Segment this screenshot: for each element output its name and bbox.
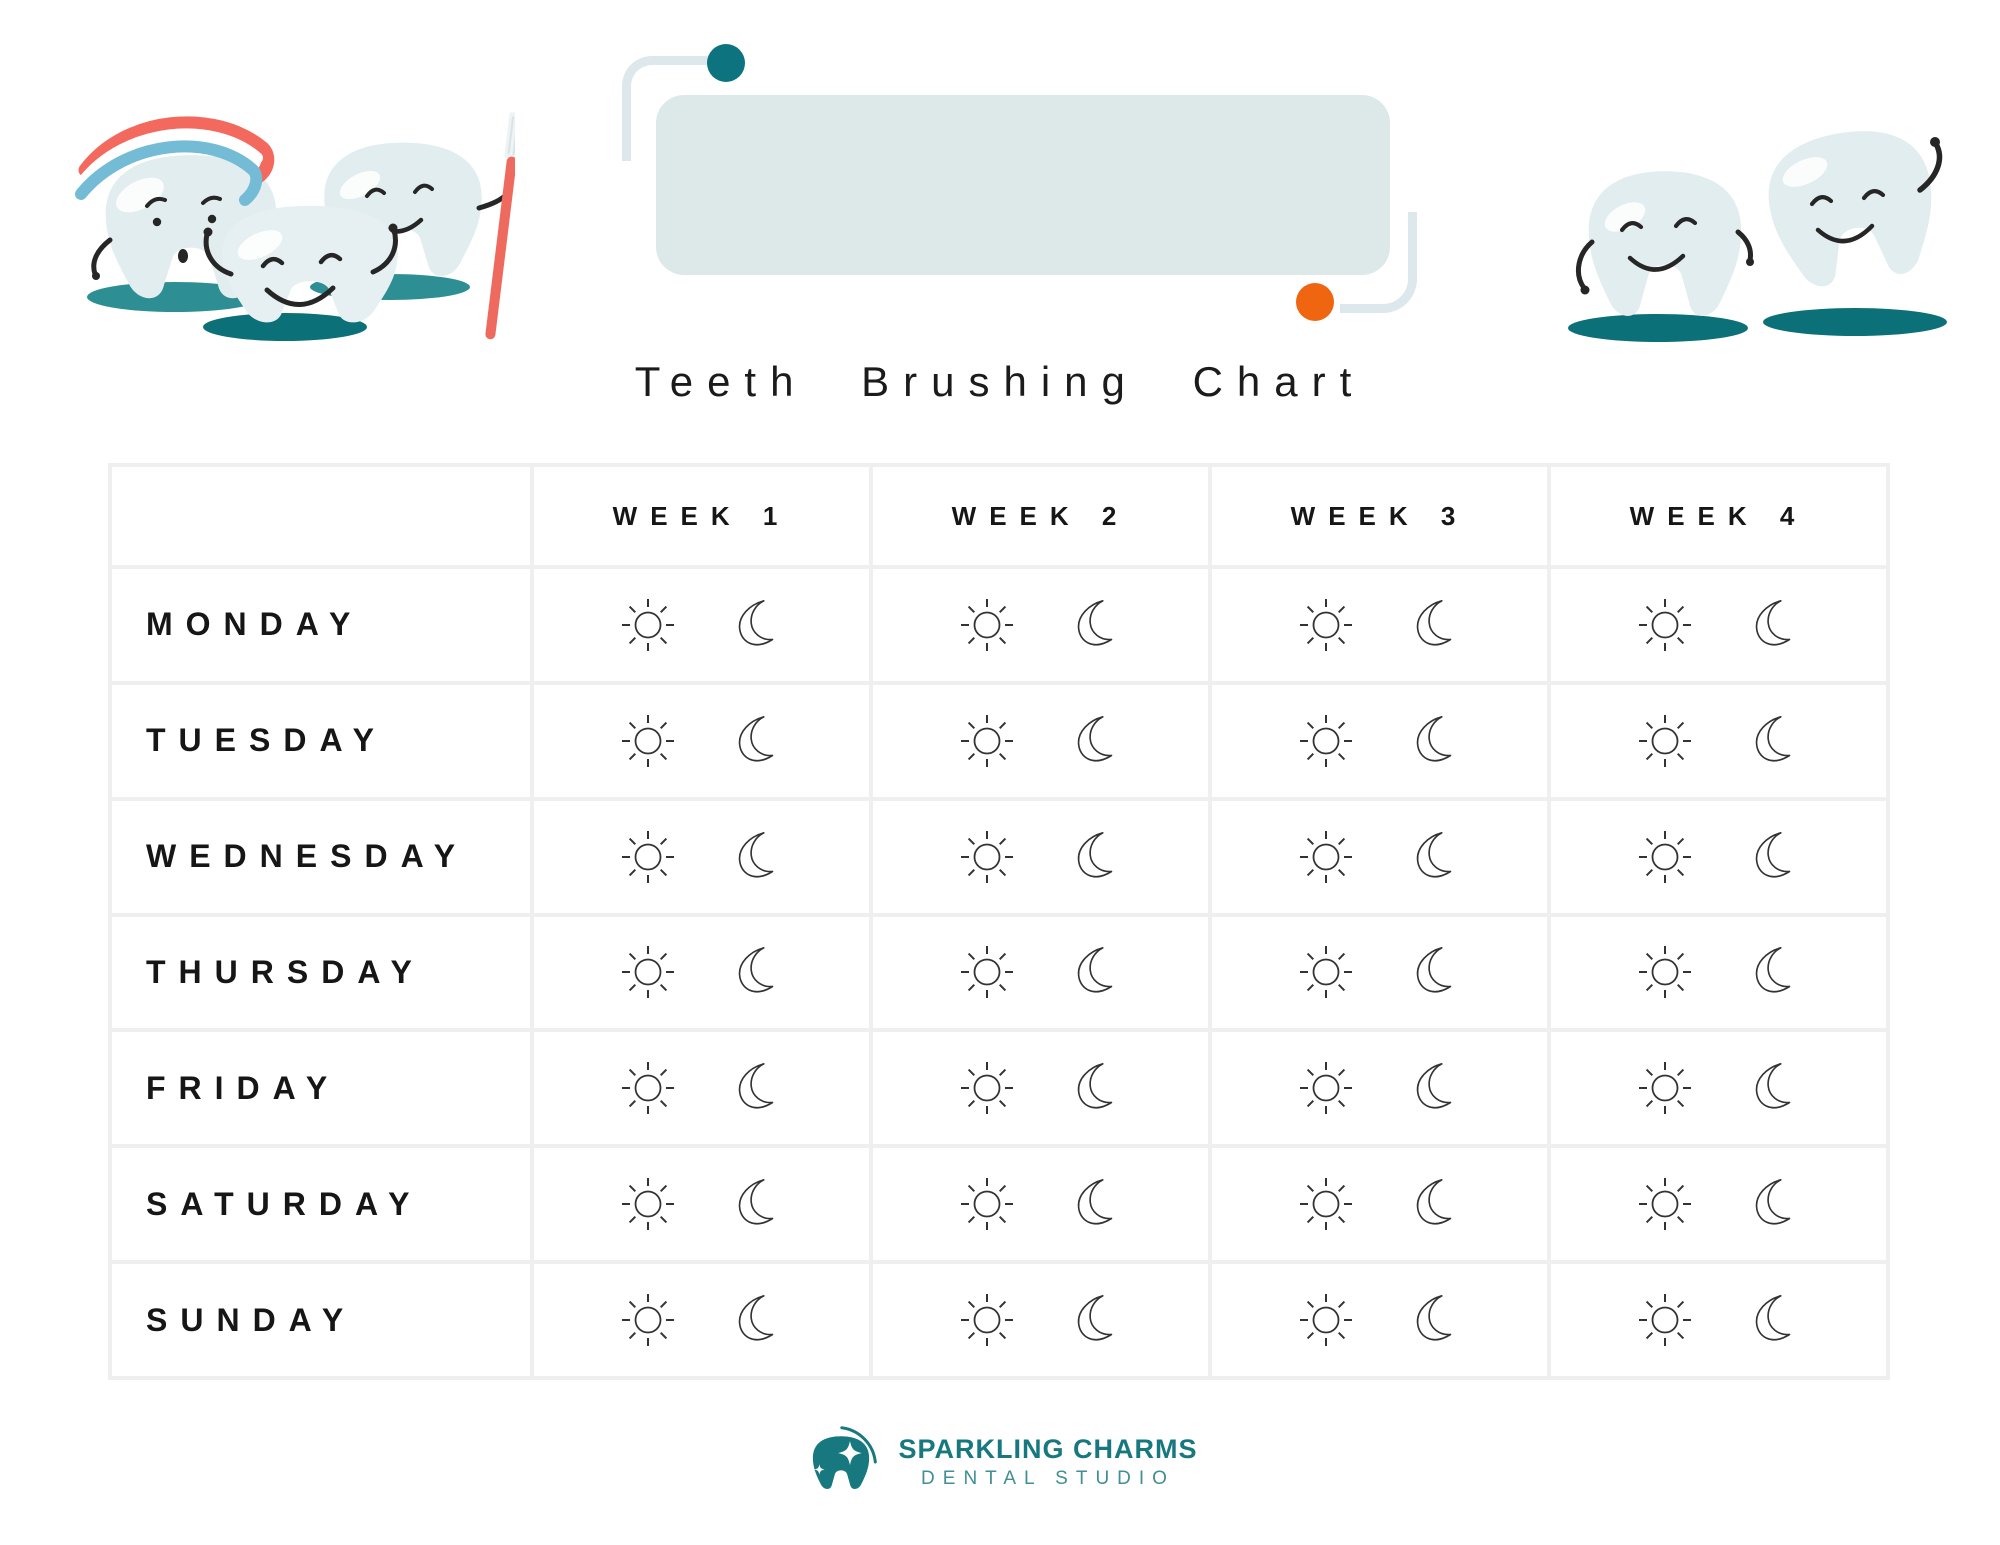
moon-icon[interactable] bbox=[1067, 595, 1125, 655]
moon-icon[interactable] bbox=[1406, 1058, 1464, 1118]
sun-icon[interactable] bbox=[1635, 1058, 1695, 1118]
moon-icon[interactable] bbox=[1067, 1058, 1125, 1118]
toothbrush bbox=[482, 112, 515, 340]
moon-icon[interactable] bbox=[1745, 827, 1803, 887]
brushing-cell-wednesday-week-3 bbox=[1212, 801, 1547, 913]
moon-icon[interactable] bbox=[1745, 595, 1803, 655]
moon-icon[interactable] bbox=[1406, 1174, 1464, 1234]
brushing-cell-thursday-week-3 bbox=[1212, 917, 1547, 1029]
week-header-1: WEEK 1 bbox=[534, 467, 869, 565]
day-label-friday: FRIDAY bbox=[112, 1032, 530, 1144]
sun-icon[interactable] bbox=[618, 942, 678, 1002]
brushing-cell-friday-week-1 bbox=[534, 1032, 869, 1144]
brushing-cell-friday-week-3 bbox=[1212, 1032, 1547, 1144]
moon-icon[interactable] bbox=[1406, 1290, 1464, 1350]
moon-icon[interactable] bbox=[1406, 595, 1464, 655]
sun-icon[interactable] bbox=[1296, 1174, 1356, 1234]
moon-icon[interactable] bbox=[728, 942, 786, 1002]
brushing-cell-sunday-week-4 bbox=[1551, 1264, 1886, 1376]
sun-icon[interactable] bbox=[1296, 1058, 1356, 1118]
sun-icon[interactable] bbox=[1296, 1290, 1356, 1350]
sun-icon[interactable] bbox=[957, 711, 1017, 771]
moon-icon[interactable] bbox=[1067, 827, 1125, 887]
moon-icon[interactable] bbox=[1406, 827, 1464, 887]
sun-icon[interactable] bbox=[618, 1290, 678, 1350]
brushing-cell-sunday-week-3 bbox=[1212, 1264, 1547, 1376]
sun-icon[interactable] bbox=[1635, 942, 1695, 1002]
moon-icon[interactable] bbox=[1067, 1290, 1125, 1350]
moon-icon[interactable] bbox=[1067, 942, 1125, 1002]
moon-icon[interactable] bbox=[1406, 942, 1464, 1002]
day-label-tuesday: TUESDAY bbox=[112, 685, 530, 797]
page-title: Teeth Brushing Chart bbox=[634, 358, 1366, 405]
brushing-cell-friday-week-4 bbox=[1551, 1032, 1886, 1144]
brushing-cell-wednesday-week-2 bbox=[873, 801, 1208, 913]
brushing-cell-monday-week-4 bbox=[1551, 569, 1886, 681]
footer-logo bbox=[0, 1424, 2000, 1500]
sun-icon[interactable] bbox=[957, 1058, 1017, 1118]
brushing-cell-saturday-week-2 bbox=[873, 1148, 1208, 1260]
brand-name: SPARKLING CHARMS bbox=[898, 1434, 1198, 1464]
day-label-thursday: THURSDAY bbox=[112, 917, 530, 1029]
logo-tooth-icon bbox=[803, 1424, 885, 1500]
brushing-cell-saturday-week-3 bbox=[1212, 1148, 1547, 1260]
sun-icon[interactable] bbox=[1296, 827, 1356, 887]
brushing-cell-monday-week-2 bbox=[873, 569, 1208, 681]
moon-icon[interactable] bbox=[728, 595, 786, 655]
day-label-saturday: SATURDAY bbox=[112, 1148, 530, 1260]
sun-icon[interactable] bbox=[1635, 595, 1695, 655]
day-label-monday: MONDAY bbox=[112, 569, 530, 681]
brushing-cell-sunday-week-2 bbox=[873, 1264, 1208, 1376]
brushing-cell-tuesday-week-1 bbox=[534, 685, 869, 797]
moon-icon[interactable] bbox=[728, 711, 786, 771]
sun-icon[interactable] bbox=[1635, 1174, 1695, 1234]
moon-icon[interactable] bbox=[1067, 1174, 1125, 1234]
day-label-sunday: SUNDAY bbox=[112, 1264, 530, 1376]
moon-icon[interactable] bbox=[1745, 1290, 1803, 1350]
brushing-cell-tuesday-week-3 bbox=[1212, 685, 1547, 797]
brushing-cell-thursday-week-1 bbox=[534, 917, 869, 1029]
brushing-chart-table bbox=[108, 463, 1890, 1380]
moon-icon[interactable] bbox=[728, 1174, 786, 1234]
sun-icon[interactable] bbox=[618, 711, 678, 771]
sun-icon[interactable] bbox=[618, 827, 678, 887]
sun-icon[interactable] bbox=[1296, 942, 1356, 1002]
sun-icon[interactable] bbox=[957, 1290, 1017, 1350]
sun-icon[interactable] bbox=[1296, 711, 1356, 771]
brand-tagline: DENTAL STUDIO bbox=[921, 1468, 1175, 1489]
brushing-cell-monday-week-1 bbox=[534, 569, 869, 681]
moon-icon[interactable] bbox=[728, 827, 786, 887]
week-header-2: WEEK 2 bbox=[873, 467, 1208, 565]
moon-icon[interactable] bbox=[1406, 711, 1464, 771]
sun-icon[interactable] bbox=[1635, 827, 1695, 887]
brushing-cell-thursday-week-2 bbox=[873, 917, 1208, 1029]
sun-icon[interactable] bbox=[1296, 595, 1356, 655]
sun-icon[interactable] bbox=[957, 1174, 1017, 1234]
brushing-cell-wednesday-week-1 bbox=[534, 801, 869, 913]
sun-icon[interactable] bbox=[1635, 711, 1695, 771]
orange-dot bbox=[1296, 283, 1334, 321]
moon-icon[interactable] bbox=[1067, 711, 1125, 771]
moon-icon[interactable] bbox=[728, 1290, 786, 1350]
brushing-cell-tuesday-week-2 bbox=[873, 685, 1208, 797]
brushing-cell-thursday-week-4 bbox=[1551, 917, 1886, 1029]
moon-icon[interactable] bbox=[1745, 711, 1803, 771]
brushing-cell-tuesday-week-4 bbox=[1551, 685, 1886, 797]
brushing-cell-sunday-week-1 bbox=[534, 1264, 869, 1376]
sun-icon[interactable] bbox=[957, 827, 1017, 887]
moon-icon[interactable] bbox=[1745, 1174, 1803, 1234]
sun-icon[interactable] bbox=[957, 942, 1017, 1002]
sun-icon[interactable] bbox=[618, 1058, 678, 1118]
decorative-corner-line-bottom bbox=[1340, 212, 1417, 313]
sun-icon[interactable] bbox=[957, 595, 1017, 655]
brushing-cell-monday-week-3 bbox=[1212, 569, 1547, 681]
day-label-wednesday: WEDNESDAY bbox=[112, 801, 530, 913]
sun-icon[interactable] bbox=[618, 1174, 678, 1234]
brushing-cell-wednesday-week-4 bbox=[1551, 801, 1886, 913]
moon-icon[interactable] bbox=[1745, 942, 1803, 1002]
week-header-4: WEEK 4 bbox=[1551, 467, 1886, 565]
brushing-cell-friday-week-2 bbox=[873, 1032, 1208, 1144]
teal-dot bbox=[707, 44, 745, 82]
week-header-3: WEEK 3 bbox=[1212, 467, 1547, 565]
teeth-pair-illustration bbox=[1550, 112, 1980, 357]
corner-cell bbox=[112, 467, 530, 565]
moon-icon[interactable] bbox=[728, 1058, 786, 1118]
brushing-cell-saturday-week-4 bbox=[1551, 1148, 1886, 1260]
brushing-cell-saturday-week-1 bbox=[534, 1148, 869, 1260]
name-field[interactable] bbox=[656, 95, 1390, 275]
teeth-trio-illustration bbox=[55, 60, 515, 345]
sun-icon[interactable] bbox=[618, 595, 678, 655]
sun-icon[interactable] bbox=[1635, 1290, 1695, 1350]
moon-icon[interactable] bbox=[1745, 1058, 1803, 1118]
